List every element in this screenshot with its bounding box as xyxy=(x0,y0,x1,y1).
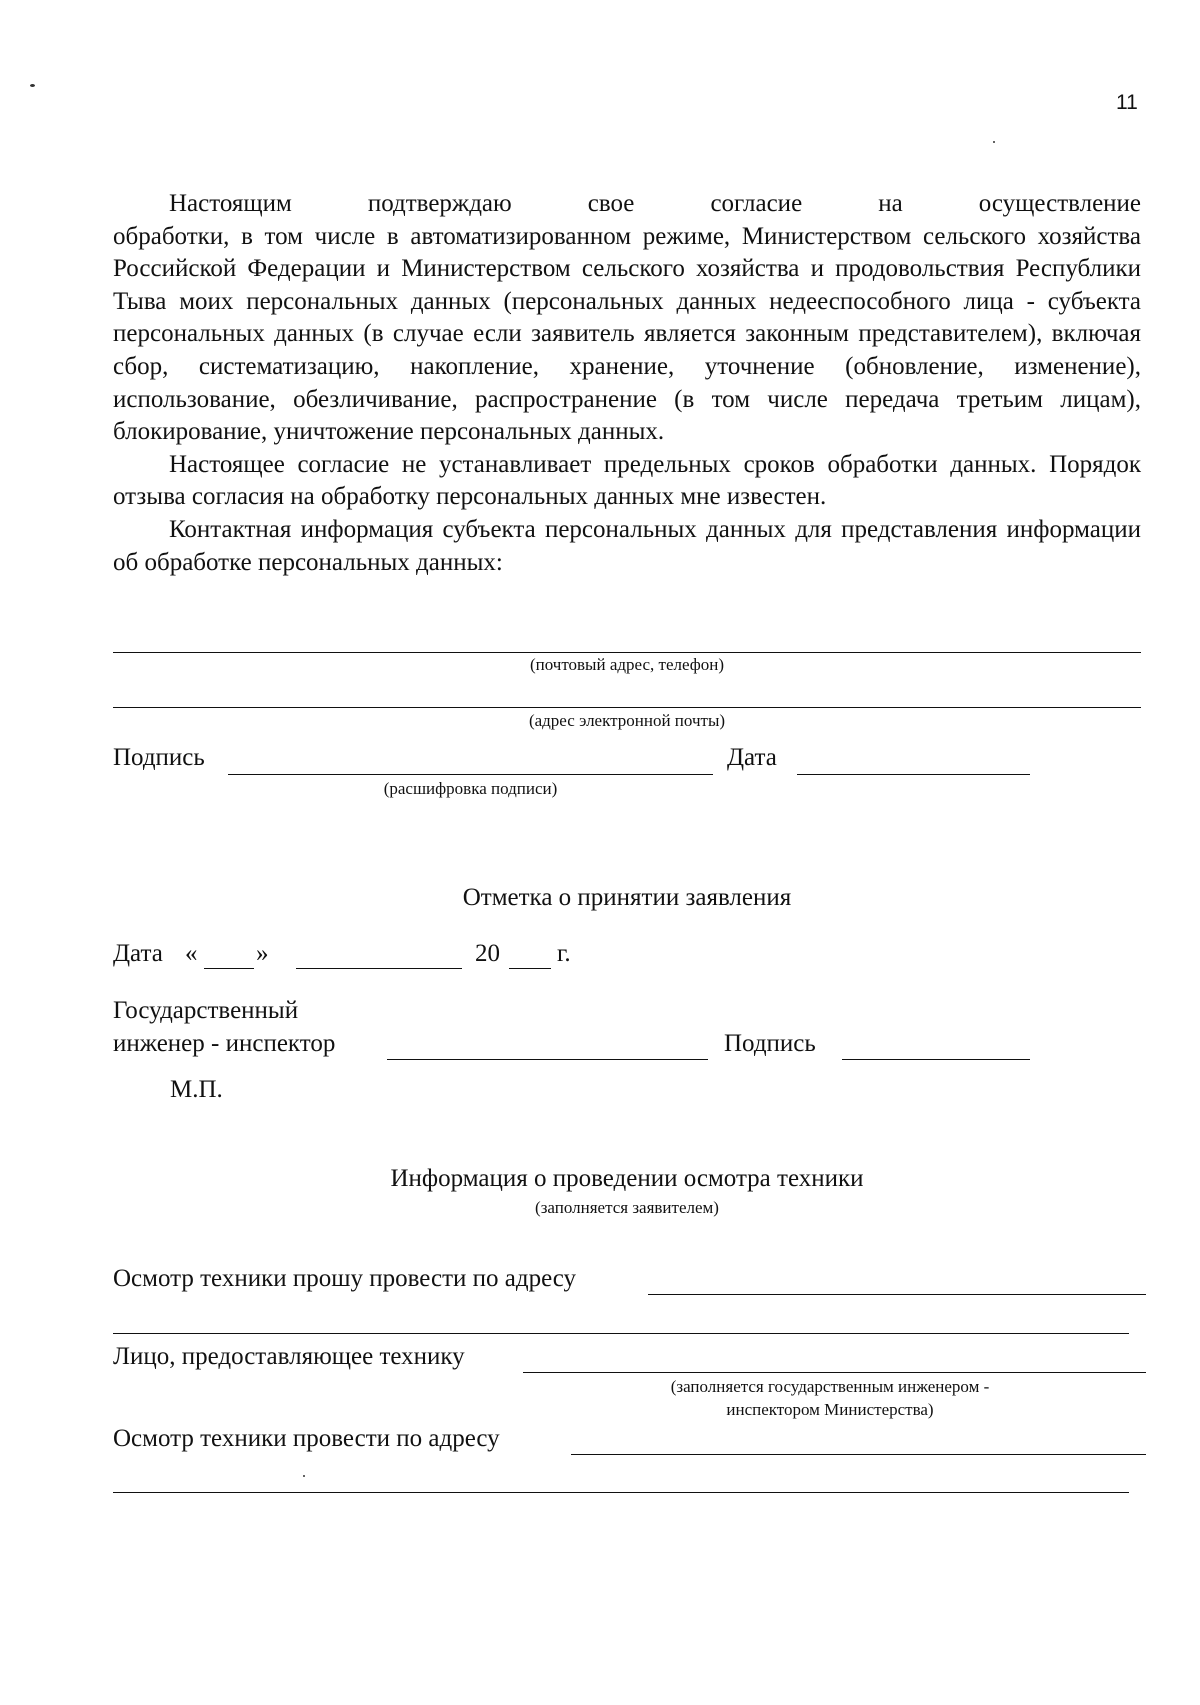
provider-label: Лицо, предоставляющее технику xyxy=(113,1343,465,1370)
year-suffix: г. xyxy=(557,940,571,967)
acceptance-date-label: Дата xyxy=(113,940,163,967)
inspector-note-line1: (заполняется государственным инженером - xyxy=(670,1377,990,1396)
day-field[interactable] xyxy=(204,968,254,969)
consent-paragraph-1-rest: обработки, в том числе в автоматизированном режиме, Министерством сельского хозяйства Российской Федерации и Министерством сельского хозяйства и продовольствия Республики Тыва моих персональных данных (персональных данных недееспособного лица - субъекта персональных данных (в случае если заявитель является законным представителем), включая сбор, систематизацию, накопление, хранение, уточнение (обновление, изменение), использование, обезличивание, распространение (в том числе передача третьим лицам), блокирование, уничтожение персональных данных. xyxy=(113,222,1141,446)
scan-speck xyxy=(303,1475,305,1477)
quote-open: « xyxy=(185,940,198,967)
conduct-address-field-line2[interactable] xyxy=(113,1492,1129,1493)
signature-caption: (расшифровка подписи) xyxy=(383,779,558,798)
quote-close: » xyxy=(256,940,269,967)
consent-first-line xyxy=(113,188,1141,221)
inspector-signature-label: Подпись xyxy=(724,1030,816,1057)
year-field[interactable] xyxy=(509,968,551,969)
date-field[interactable] xyxy=(797,774,1030,775)
date-label: Дата xyxy=(727,744,777,771)
consent-paragraph-2: Настоящее согласие не устанавливает предельных сроков обработки данных. Порядок отзыва согласия на обработку персональных данных мне известен. xyxy=(113,450,1141,511)
word: согласие xyxy=(710,190,803,217)
scan-speck xyxy=(30,84,35,87)
year-prefix: 20 xyxy=(475,940,500,967)
request-address-field-line2[interactable] xyxy=(113,1333,1129,1334)
stamp-label: М.П. xyxy=(170,1076,223,1103)
signature-label: Подпись xyxy=(113,744,205,771)
inspector-label-line2: инженер - инспектор xyxy=(113,1030,336,1057)
conduct-address-field[interactable] xyxy=(571,1454,1146,1455)
inspector-note-line2: инспектором Министерства) xyxy=(726,1400,934,1419)
provider-field[interactable] xyxy=(523,1372,1146,1373)
signature-field[interactable] xyxy=(228,774,713,775)
acceptance-title: Отметка о принятии заявления xyxy=(462,884,792,911)
consent-paragraph-3: Контактная информация субъекта персональных данных для представления информации об обработке персональных данных: xyxy=(113,515,1141,576)
inspection-title: Информация о проведении осмотра техники xyxy=(390,1165,864,1192)
inspection-subtitle: (заполняется заявителем) xyxy=(535,1198,719,1217)
inspector-label-line1: Государственный xyxy=(113,997,299,1024)
conduct-address-label: Осмотр техники провести по адресу xyxy=(113,1425,500,1452)
request-address-field[interactable] xyxy=(648,1294,1146,1295)
request-address-label: Осмотр техники прошу провести по адресу xyxy=(113,1265,577,1292)
word: на xyxy=(878,190,903,217)
email-field[interactable] xyxy=(113,707,1141,708)
email-caption: (адрес электронной почты) xyxy=(528,711,726,730)
inspector-signature-field[interactable] xyxy=(842,1059,1030,1060)
word: Настоящим xyxy=(169,190,292,217)
consent-text xyxy=(113,188,1141,579)
word: осуществление xyxy=(978,190,1142,217)
scan-speck xyxy=(993,141,995,143)
month-field[interactable] xyxy=(296,968,462,969)
page-number: 11 xyxy=(1116,91,1138,114)
postal-address-caption: (почтовый адрес, телефон) xyxy=(529,655,725,674)
inspector-name-field[interactable] xyxy=(387,1059,708,1060)
postal-address-field[interactable] xyxy=(113,652,1141,653)
consent-paragraph-1 xyxy=(113,188,1141,449)
word: свое xyxy=(587,190,635,217)
word: подтверждаю xyxy=(367,190,512,217)
